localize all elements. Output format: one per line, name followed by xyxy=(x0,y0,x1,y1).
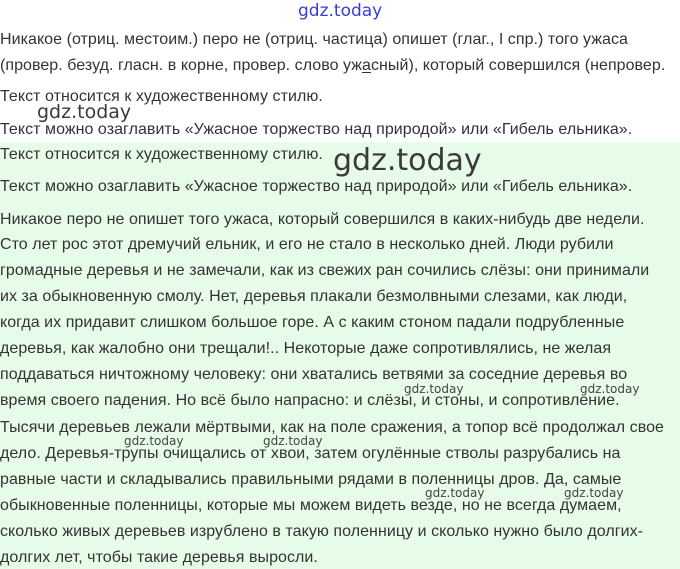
watermark-large: gdz.today xyxy=(333,143,482,178)
body-line-1: Никакое перо не опишет того ужаса, который совершился в каких-нибудь две недели. xyxy=(0,211,645,228)
body-line-8: время своего падения. Но всё было напрасно: и слёзы, и стоны, и сопротивление. xyxy=(0,392,620,409)
analysis-line-2: (провер. безуд. гласн. в корне, провер. слово ужасный), который совершился (непровер. xyxy=(0,57,666,74)
watermark-small: gdz.today xyxy=(564,486,624,500)
watermark-top: gdz.today xyxy=(298,1,383,21)
body-line-9: Тысячи деревьев лежали мёртвыми, как на поле сражения, а топор всё продолжал свое xyxy=(0,419,664,436)
first-style-sentence: Текст относится к художественному стилю. xyxy=(0,88,323,105)
body-line-5: когда их придавит слишком большое горе. А с каким стоном падали подрубленные xyxy=(0,314,625,331)
watermark-small: gdz.today xyxy=(263,434,323,448)
watermark-small: gdz.today xyxy=(404,382,464,396)
watermark-small-left: gdz.today xyxy=(37,101,132,123)
body-line-7: поддаваться ничтожному человеку: они хватались ветвями за соседние деревья во xyxy=(0,366,628,383)
body-line-12: обыкновенные поленницы, которые мы можем видеть везде, но не всегда думаем, xyxy=(0,497,622,514)
analysis-line-1: Никакое (отриц. местоим.) перо не (отриц. частица) опишет (глаг., I спр.) того ужаса xyxy=(0,31,628,48)
marked-vowel: а xyxy=(362,57,371,74)
body-line-3: громадные деревья и не замечали, как из свежих ран сочились слёзы: они принимали xyxy=(0,262,650,279)
watermark-small: gdz.today xyxy=(580,382,640,396)
body-line-13: сколько живых деревьев изрублено в такую поленницу и сколько нужно было долгих- xyxy=(0,523,644,540)
body-line-11: равные части и складывались правильными рядами в поленницы дров. Да, самые xyxy=(0,471,622,488)
body-line-10: дело. Деревья-трупы очищались от хвои, затем огулённые стволы разрубались на xyxy=(0,445,621,462)
body-line-14: долгих лет, чтобы такие деревья выросли. xyxy=(0,549,318,566)
body-line-4: их за обыкновенную смолу. Нет, деревья плакали безмолвными слезами, как люди, xyxy=(0,288,628,305)
second-title-sentence: Текст можно озаглавить «Ужасное торжество над природой» или «Гибель ельника». xyxy=(0,178,633,195)
second-style-sentence: Текст относится к художественному стилю. xyxy=(0,146,323,163)
body-line-6: деревья, как жалобно они трещали!.. Некоторые даже сопротивлялись, не желая xyxy=(0,340,612,357)
watermark-small: gdz.today xyxy=(425,486,485,500)
body-line-2: Сто лет рос этот дремучий ельник, и его не стало в несколько дней. Люди рубили xyxy=(0,236,614,253)
watermark-small: gdz.today xyxy=(124,434,184,448)
first-title-sentence: Текст можно озаглавить «Ужасное торжество над природой» или «Гибель ельника». xyxy=(0,121,633,138)
